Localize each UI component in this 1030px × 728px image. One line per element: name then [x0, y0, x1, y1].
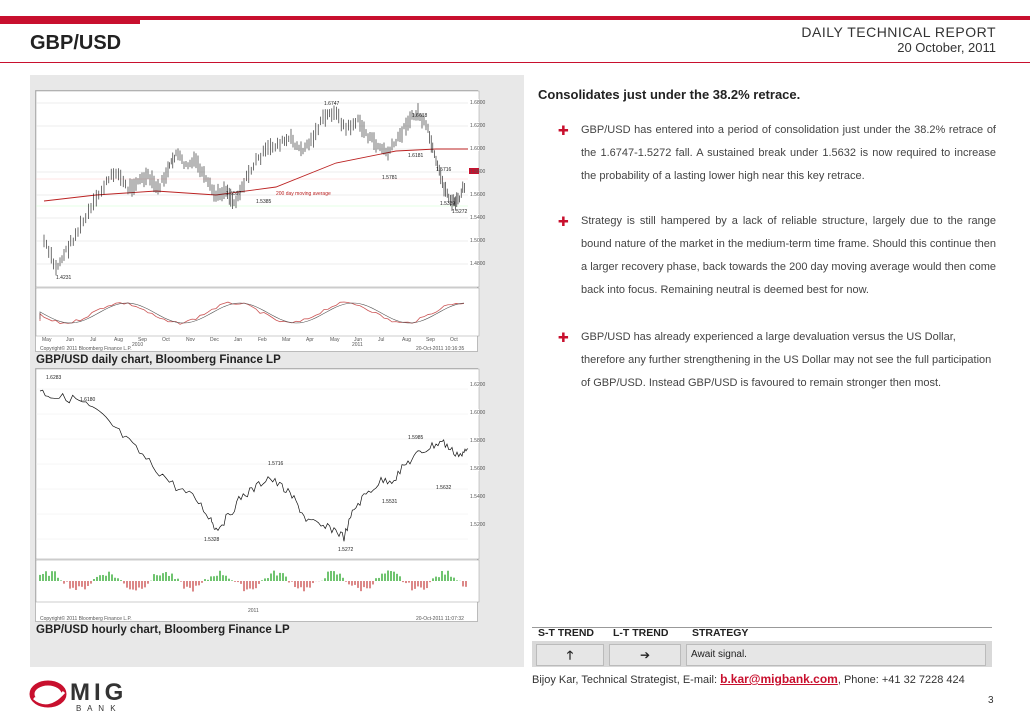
contact-suffix: , Phone: +41 32 7228 424 [837, 674, 965, 686]
year-label: 2010 [132, 342, 144, 348]
hourly-year-label: 2011 [248, 608, 259, 614]
title-box [0, 20, 140, 64]
plus-icon: ✚ [558, 123, 569, 138]
daily-price-label: 1.6181 [408, 153, 424, 159]
daily-axis-label: 1.5400 [470, 215, 486, 221]
commentary-headline: Consolidates just under the 38.2% retrace. [538, 87, 801, 102]
daily-axis-label: 1.6000 [470, 146, 486, 152]
hourly-chart-caption: GBP/USD hourly chart, Bloomberg Finance LP [36, 624, 290, 636]
hourly-footer-left: Copyright© 2011 Bloomberg Finance L.P. [40, 616, 132, 622]
daily-price-label: 1.5781 [382, 175, 398, 181]
bullet-1-text: GBP/USD has entered into a period of consolidation just under the 38.2% retrace of the 1.6747-1.5272 fall. A sustained break under 1.5632 is now required to increase the probability of a lasting lower high near this key retrace. [581, 124, 996, 182]
month-label: Jun [354, 337, 363, 343]
hourly-axis-label: 1.5400 [470, 494, 486, 500]
daily-price-label: 1.5272 [452, 209, 468, 215]
month-label: Aug [114, 337, 123, 343]
month-label: Jul [378, 337, 385, 343]
hourly-price-label: 1.5985 [408, 435, 424, 441]
daily-axis-label: 1.5000 [470, 238, 486, 244]
plus-icon: ✚ [558, 330, 569, 345]
daily-price-label: 1.6747 [324, 101, 340, 107]
hourly-price-label: 1.5632 [436, 485, 452, 491]
title-rule [0, 62, 1030, 63]
report-title: DAILY TECHNICAL REPORT [801, 24, 996, 40]
report-date: 20 October, 2011 [897, 40, 996, 55]
month-label: Sep [138, 337, 147, 343]
daily-price-label: 1.5339 [440, 201, 456, 207]
bullet-2 [560, 210, 996, 302]
month-label: Jan [234, 337, 243, 343]
hourly-axis-label: 1.5600 [470, 466, 486, 472]
month-label: Dec [210, 337, 219, 343]
month-label: Nov [186, 337, 195, 343]
st-trend-header: S-T TREND [538, 627, 594, 639]
contact-prefix: Bijoy Kar, Technical Strategist, E-mail: [532, 674, 721, 686]
daily-axis-label: 1.6800 [470, 100, 486, 106]
page-number: 3 [988, 695, 994, 706]
month-label: Aug [402, 337, 411, 343]
header-red-bar [0, 16, 1030, 20]
hourly-chart-svg [36, 369, 486, 623]
daily-price-label: 1.4231 [56, 275, 72, 281]
bullet-2-text: Strategy is still hampered by a lack of reliable structure, largely due to the range bound nature of the market in the medium-term time frame. Should this continue then a larger recovery phase, back towards the 200 day moving average would then come back into focus. Remaining neutral is deemed best for now. [581, 215, 996, 296]
hourly-footer-right: 20-Oct-2011 11:07:32 [416, 616, 464, 622]
trend-row [532, 641, 992, 667]
daily-price-label: 1.6618 [412, 113, 428, 119]
daily-axis-label: 1.6200 [470, 123, 486, 129]
hourly-chart [35, 368, 486, 622]
hourly-price-label: 1.6180 [80, 397, 96, 403]
year-label: 2011 [352, 342, 363, 348]
trend-table-rule [532, 627, 992, 628]
arrow-right-icon: ➔ [609, 644, 681, 666]
daily-chart [35, 90, 486, 352]
bullet-3-text: GBP/USD has already experienced a large devaluation versus the US Dollar, therefore any further strengthening in the US Dollar may not see the full participation of GBP/USD. Instead GBP/USD is favoured to remain stronger then most. [581, 331, 992, 389]
hourly-price-label: 1.5716 [268, 461, 284, 467]
hourly-price-label: 1.5328 [204, 537, 220, 543]
month-label: May [330, 337, 340, 343]
hourly-axis-label: 1.6200 [470, 382, 486, 388]
hourly-axis-label: 1.5800 [470, 438, 486, 444]
currency-pair-title: GBP/USD [30, 32, 122, 54]
daily-axis-label: 1.5600 [470, 192, 486, 198]
contact-line [532, 672, 965, 686]
hourly-price-label: 1.6283 [46, 375, 62, 381]
arrow-up-icon: 🡑 [536, 644, 604, 666]
ma-label: 200 day moving average [276, 191, 331, 197]
strategy-value: Await signal. [686, 644, 986, 666]
daily-axis-label: 1.5800 [470, 169, 486, 175]
bullet-1 [560, 119, 996, 188]
daily-axis-label: 1.4800 [470, 261, 486, 267]
daily-chart-svg [36, 91, 486, 353]
month-label: Feb [258, 337, 267, 343]
daily-chart-caption: GBP/USD daily chart, Bloomberg Finance LP [36, 354, 281, 366]
month-label: Oct [450, 337, 458, 343]
logo-brand-bottom: B A N K [76, 704, 118, 713]
daily-price-label: 1.5597 [226, 191, 242, 197]
lt-trend-header: L-T TREND [613, 627, 669, 639]
hourly-price-label: 1.5531 [382, 499, 398, 505]
daily-footer-left: Copyright© 2011 Bloomberg Finance L.P. [40, 346, 132, 352]
plus-icon: ✚ [558, 214, 569, 229]
month-label: Mar [282, 337, 291, 343]
month-label: Apr [306, 337, 314, 343]
mig-bank-logo [30, 676, 150, 712]
daily-price-label: 1.5716 [436, 167, 452, 173]
hourly-axis-label: 1.5200 [470, 522, 486, 528]
month-label: May [42, 337, 52, 343]
strategy-header: STRATEGY [692, 627, 749, 639]
hourly-axis-label: 1.6000 [470, 410, 486, 416]
mig-bank-logo-mark [30, 676, 150, 712]
logo-brand-top: MIG [70, 679, 128, 706]
daily-price-label: 1.5385 [256, 199, 272, 205]
daily-footer-right: 20-Oct-2011 10:16:35 [416, 346, 465, 352]
month-label: Sep [426, 337, 435, 343]
hourly-price-label: 1.5272 [338, 547, 354, 553]
month-label: Jul [90, 337, 97, 343]
bullet-3 [560, 326, 996, 395]
contact-email-link[interactable]: b.kar@migbank.com [720, 672, 838, 686]
month-label: Jun [66, 337, 75, 343]
month-label: Oct [162, 337, 170, 343]
